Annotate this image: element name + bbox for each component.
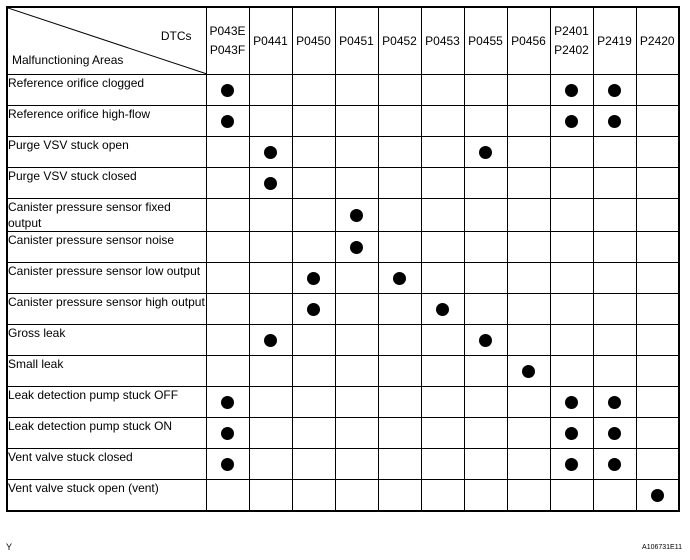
matrix-cell [378,168,421,199]
matrix-cell [206,449,249,480]
table-row [7,294,679,325]
matrix-cell [550,325,593,356]
matrix-cell [636,480,679,512]
matrix-cell [249,75,292,106]
dtc-column-header [593,7,636,75]
malfunction-area-label: Canister pressure sensor noise [7,232,206,263]
matrix-cell [464,480,507,512]
applicable-dot-icon [479,146,492,159]
matrix-cell [335,325,378,356]
table-row [7,137,679,168]
malfunction-area-label: Canister pressure sensor fixed output [7,199,206,232]
applicable-dot-icon [350,209,363,222]
matrix-cell [636,137,679,168]
matrix-cell [335,106,378,137]
matrix-cell [507,137,550,168]
table-row [7,387,679,418]
applicable-dot-icon [565,84,578,97]
matrix-cell [421,263,464,294]
table-row [7,449,679,480]
table-row [7,480,679,512]
applicable-dot-icon [307,303,320,316]
matrix-cell [464,356,507,387]
dtc-code: P0453 [425,33,460,48]
applicable-dot-icon [221,458,234,471]
table-row [7,106,679,137]
matrix-cell [464,294,507,325]
matrix-cell [636,168,679,199]
matrix-cell [464,325,507,356]
matrix-cell [421,449,464,480]
matrix-cell [421,294,464,325]
dtc-code: P2419 [597,33,632,48]
matrix-cell [593,137,636,168]
applicable-dot-icon [350,241,363,254]
matrix-cell [335,168,378,199]
dtc-matrix-table [6,6,680,512]
malfunction-area-label: Gross leak [7,325,206,356]
matrix-cell [292,75,335,106]
matrix-cell [335,480,378,512]
matrix-cell [421,137,464,168]
applicable-dot-icon [608,84,621,97]
matrix-cell [464,418,507,449]
matrix-cell [335,449,378,480]
matrix-cell [507,168,550,199]
dtc-column-header [249,7,292,75]
matrix-cell [636,387,679,418]
matrix-cell [593,263,636,294]
applicable-dot-icon [565,115,578,128]
matrix-cell [507,106,550,137]
matrix-cell [464,106,507,137]
matrix-cell [378,325,421,356]
matrix-cell [550,232,593,263]
matrix-cell [550,387,593,418]
dtc-code: P2420 [639,33,675,48]
applicable-dot-icon [307,272,320,285]
dtc-code: P0456 [511,33,546,48]
matrix-cell [636,294,679,325]
applicable-dot-icon [608,396,621,409]
matrix-cell [507,449,550,480]
matrix-cell [206,106,249,137]
matrix-cell [292,263,335,294]
matrix-cell [249,232,292,263]
applicable-dot-icon [264,177,277,190]
matrix-cell [464,199,507,232]
header-row [7,7,679,75]
matrix-cell [249,480,292,512]
matrix-cell [464,75,507,106]
matrix-cell [292,449,335,480]
malfunction-area-label: Leak detection pump stuck OFF [7,387,206,418]
matrix-cell [593,480,636,512]
applicable-dot-icon [565,458,578,471]
applicable-dot-icon [608,427,621,440]
matrix-cell [206,356,249,387]
dtc-code: P2401 [554,24,589,38]
malfunction-area-label: Leak detection pump stuck ON [7,418,206,449]
malfunction-area-label: Canister pressure sensor low output [7,263,206,294]
matrix-cell [206,232,249,263]
matrix-cell [550,449,593,480]
matrix-cell [249,106,292,137]
matrix-cell [292,106,335,137]
dtc-code: P0451 [339,33,374,48]
matrix-cell [292,325,335,356]
matrix-cell [335,232,378,263]
dtc-code: P0450 [296,33,331,48]
table-row [7,325,679,356]
matrix-cell [464,232,507,263]
matrix-cell [421,199,464,232]
matrix-cell [550,356,593,387]
malfunction-area-label: Purge VSV stuck open [7,137,206,168]
matrix-cell [507,75,550,106]
table-row [7,418,679,449]
matrix-cell [593,356,636,387]
matrix-cell [206,137,249,168]
matrix-cell [593,325,636,356]
dtc-column-header [464,7,507,75]
dtc-code: P043E [209,24,246,38]
matrix-cell [421,356,464,387]
matrix-cell [378,263,421,294]
dtc-code: P0441 [253,33,288,48]
matrix-cell [249,294,292,325]
matrix-cell [378,137,421,168]
dtc-code: P043F [209,43,246,57]
matrix-cell [550,480,593,512]
matrix-cell [593,294,636,325]
matrix-cell [636,106,679,137]
matrix-cell [206,294,249,325]
matrix-cell [593,387,636,418]
matrix-cell [550,106,593,137]
matrix-cell [593,75,636,106]
matrix-cell [335,294,378,325]
table-row [7,199,679,232]
matrix-cell [378,232,421,263]
dtc-column-header [378,7,421,75]
corner-header [7,7,206,75]
table-row [7,263,679,294]
matrix-cell [636,263,679,294]
matrix-cell [378,387,421,418]
areas-label: Malfunctioning Areas [12,53,124,67]
malfunction-area-label: Vent valve stuck closed [7,449,206,480]
matrix-cell [507,356,550,387]
matrix-cell [421,232,464,263]
matrix-cell [636,75,679,106]
matrix-cell [206,168,249,199]
matrix-cell [421,387,464,418]
matrix-cell [593,418,636,449]
matrix-cell [507,294,550,325]
malfunction-area-label: Reference orifice high-flow [7,106,206,137]
matrix-cell [464,137,507,168]
matrix-cell [593,168,636,199]
malfunction-area-label: Purge VSV stuck closed [7,168,206,199]
matrix-cell [206,75,249,106]
applicable-dot-icon [221,396,234,409]
applicable-dot-icon [522,365,535,378]
dtc-column-header [636,7,679,75]
malfunction-area-label: Canister pressure sensor high output [7,294,206,325]
matrix-cell [593,232,636,263]
dtc-column-header [421,7,464,75]
matrix-cell [636,232,679,263]
matrix-cell [378,449,421,480]
matrix-cell [378,356,421,387]
matrix-cell [249,137,292,168]
dtc-column-header [507,7,550,75]
matrix-cell [507,263,550,294]
matrix-cell [550,137,593,168]
applicable-dot-icon [221,84,234,97]
matrix-cell [550,199,593,232]
matrix-cell [593,449,636,480]
matrix-cell [378,106,421,137]
matrix-cell [206,480,249,512]
applicable-dot-icon [221,115,234,128]
matrix-cell [550,263,593,294]
matrix-cell [593,199,636,232]
matrix-cell [206,325,249,356]
matrix-cell [335,199,378,232]
matrix-cell [464,449,507,480]
applicable-dot-icon [221,427,234,440]
dtc-column-header [206,7,249,75]
matrix-cell [550,75,593,106]
applicable-dot-icon [436,303,449,316]
dtc-column-header [550,7,593,75]
matrix-cell [335,387,378,418]
matrix-cell [636,356,679,387]
matrix-cell [292,294,335,325]
matrix-cell [206,418,249,449]
applicable-dot-icon [264,334,277,347]
table-body [7,75,679,512]
matrix-cell [636,325,679,356]
matrix-cell [507,387,550,418]
table-row [7,232,679,263]
applicable-dot-icon [608,458,621,471]
table-row [7,75,679,106]
matrix-cell [335,137,378,168]
matrix-cell [292,199,335,232]
table-row [7,168,679,199]
matrix-cell [550,168,593,199]
malfunction-area-label: Small leak [7,356,206,387]
matrix-cell [249,449,292,480]
matrix-cell [464,387,507,418]
applicable-dot-icon [651,489,664,502]
dtc-code: P0455 [468,33,503,48]
matrix-cell [507,418,550,449]
matrix-cell [249,387,292,418]
figure-code: A106731E11 [642,544,682,551]
matrix-cell [206,263,249,294]
matrix-cell [206,387,249,418]
matrix-cell [378,480,421,512]
matrix-cell [378,294,421,325]
applicable-dot-icon [479,334,492,347]
matrix-cell [421,418,464,449]
matrix-cell [550,418,593,449]
matrix-cell [421,480,464,512]
footer-left-mark: Y [6,542,13,552]
applicable-dot-icon [608,115,621,128]
malfunction-area-label: Reference orifice clogged [7,75,206,106]
matrix-cell [249,199,292,232]
matrix-cell [292,418,335,449]
matrix-cell [335,356,378,387]
matrix-cell [636,418,679,449]
matrix-cell [335,418,378,449]
matrix-cell [249,263,292,294]
table-row [7,356,679,387]
matrix-cell [292,480,335,512]
matrix-cell [378,199,421,232]
applicable-dot-icon [565,427,578,440]
matrix-cell [292,137,335,168]
matrix-cell [378,75,421,106]
dtc-code: P2402 [554,43,589,57]
matrix-cell [464,168,507,199]
applicable-dot-icon [565,396,578,409]
matrix-cell [292,387,335,418]
matrix-cell [550,294,593,325]
applicable-dot-icon [264,146,277,159]
matrix-cell [421,75,464,106]
matrix-cell [507,480,550,512]
matrix-cell [292,356,335,387]
matrix-cell [249,356,292,387]
matrix-cell [636,449,679,480]
dtc-column-header [335,7,378,75]
matrix-cell [507,232,550,263]
dtc-code: P0452 [382,33,417,48]
matrix-cell [464,263,507,294]
matrix-cell [249,168,292,199]
matrix-cell [421,325,464,356]
matrix-cell [335,75,378,106]
matrix-cell [249,325,292,356]
matrix-cell [249,418,292,449]
matrix-cell [421,168,464,199]
dtc-column-header [292,7,335,75]
matrix-cell [292,232,335,263]
matrix-cell [292,168,335,199]
matrix-cell [421,106,464,137]
applicable-dot-icon [393,272,406,285]
matrix-cell [378,418,421,449]
malfunction-area-label: Vent valve stuck open (vent) [7,480,206,512]
matrix-cell [593,106,636,137]
matrix-cell [206,199,249,232]
matrix-cell [507,325,550,356]
dtcs-label: DTCs [160,29,192,43]
matrix-cell [335,263,378,294]
matrix-cell [507,199,550,232]
matrix-cell [636,199,679,232]
